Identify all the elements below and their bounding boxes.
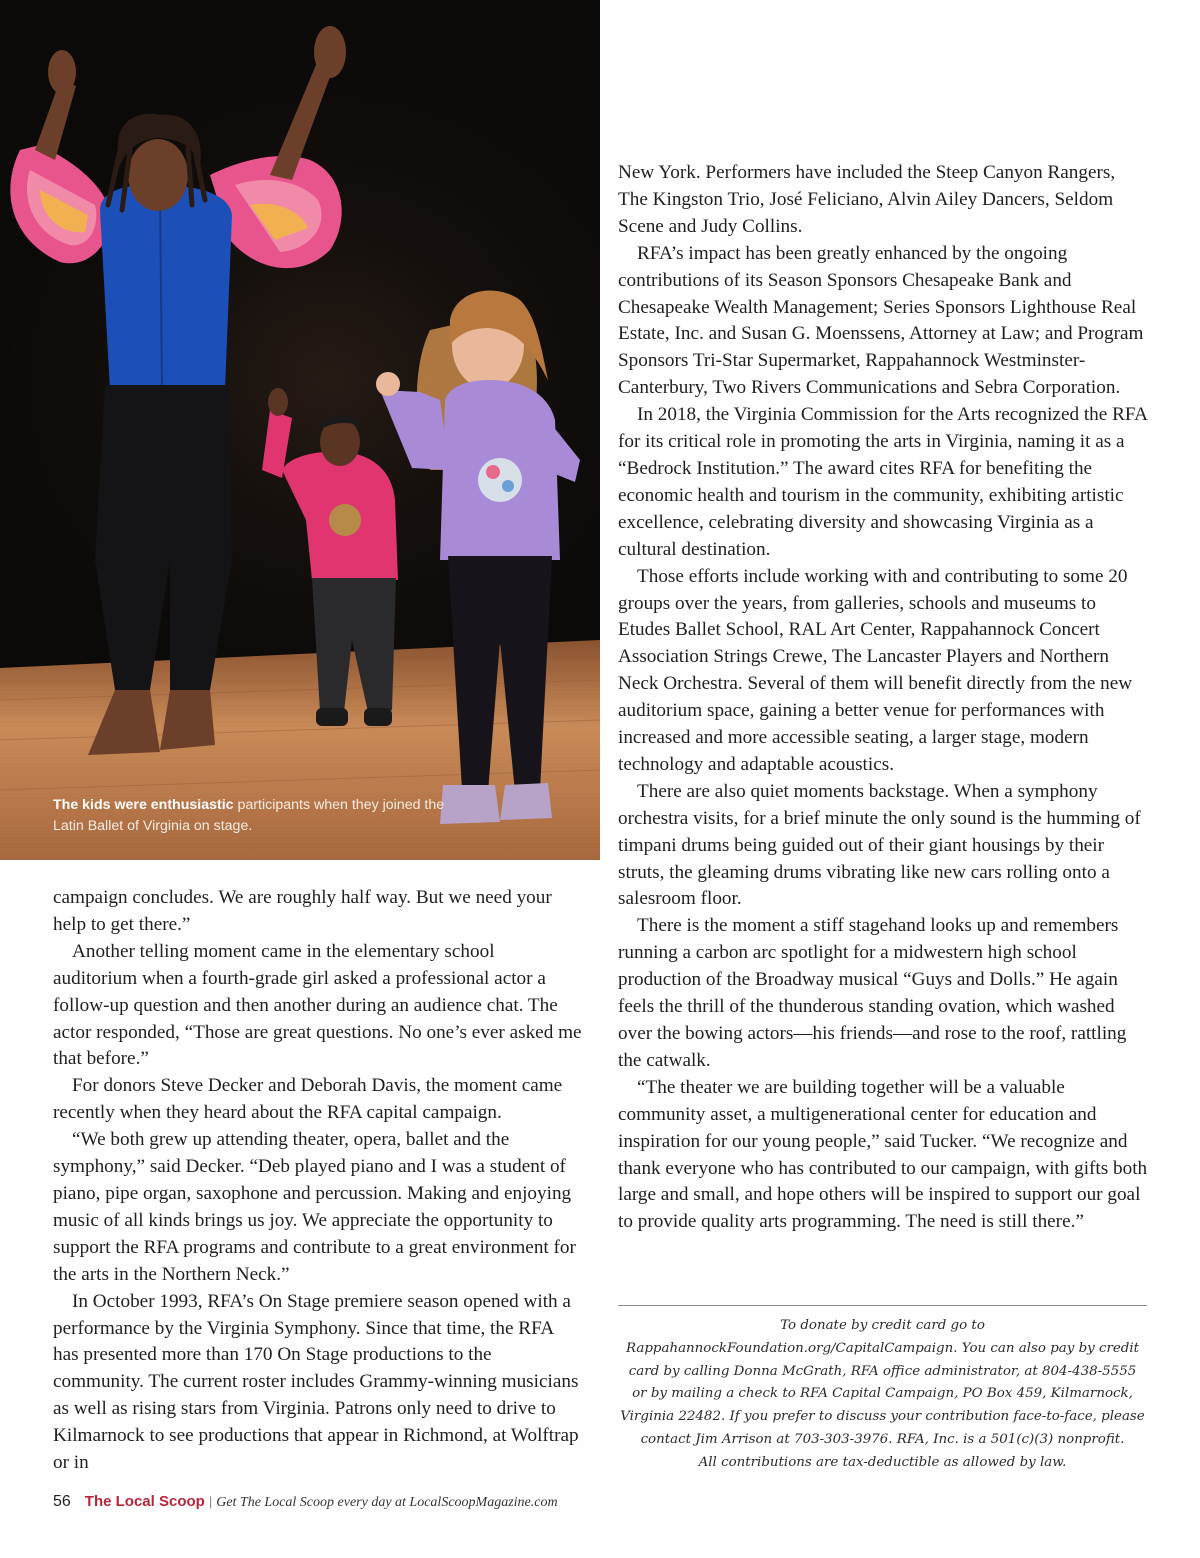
donate-line: card by calling Donna McGrath, RFA office administrator, at 804-438-5555 (628, 1363, 1137, 1379)
body-paragraph: There is the moment a stiff stagehand looks up and remembers running a carbon arc spotlight for a midwestern high school production of the Broadway musical “Guys and Dolls.” He again feels the thrill of the thunderous standing ovation, which washed over the bowing actors—his friends—and rose to the roof, rattling the catwalk. (618, 915, 1127, 1071)
caption-lead: The kids were enthusiastic (53, 797, 234, 813)
donate-line: or by mailing a check to RFA Capital Campaign, PO Box 459, Kilmarnock, (632, 1386, 1133, 1402)
donate-info-box (618, 1315, 1147, 1475)
body-paragraph: There are also quiet moments backstage. When a symphony orchestra visits, for a brief minute the only sound is the humming of timpani drums being guided out of their giant housings by their struts, the gleaming drums vibrating like new cars rolling onto a salesroom floor. (618, 780, 1141, 910)
body-paragraph: Those efforts include working with and contributing to some 20 groups over the years, from galleries, schools and museums to Etudes Ballet School, RAL Art Center, Rappahannock Concert Association Strings Crewe, The Lancaster Players and Northern Neck Orchestra. Several of them will benefit directly from the new auditorium space, gaining a better venue for performances with increased and more accessible seating, a larger stage, modern technology and adaptable acoustics. (618, 565, 1133, 775)
page-number: 56 (53, 1493, 71, 1510)
body-paragraph: RFA’s impact has been greatly enhanced by the ongoing contributions of its Season Sponsors Chesapeake Bank and Chesapeake Wealth Management; Series Sponsors Lighthouse Real Estate, Inc. and Susan G. Moenssens, Attorney at Law; and Program Sponsors Tri-Star Supermarket, Rappahannock Westminster-Canterbury, Two Rivers Communications and Sebra Corporation. (618, 242, 1144, 399)
stage-photo (0, 0, 600, 860)
body-paragraph: campaign concludes. We are roughly half way. But we need your help to get there.” (53, 887, 552, 935)
donate-line: All contributions are tax-deductible as allowed by law. (698, 1454, 1067, 1470)
body-paragraph: In 2018, the Virginia Commission for the Arts recognized the RFA for its critical role in promoting the arts in Virginia, naming it as a “Bedrock Institution.” The award cites RFA for benefiting the economic health and tourism in the community, exhibiting artistic excellence, celebrating diversity and showcasing Virginia as a cultural destination. (618, 404, 1147, 560)
body-paragraph: “We both grew up attending theater, opera, ballet and the symphony,” said Decker. “Deb played piano and I was a student of piano, pipe organ, saxophone and percussion. Making and enjoying music of all kinds brings us joy. We appreciate the opportunity to support the RFA programs and contribute to a great environment for the arts in the Northern Neck.” (53, 1129, 576, 1285)
donate-line: To donate by credit card go to (780, 1318, 985, 1333)
left-column (53, 885, 583, 1477)
footer-tagline: Get The Local Scoop every day at LocalScoopMagazine.com (216, 1495, 558, 1510)
caption-text: participants when they joined the Latin Ballet of Virginia on stage. (53, 797, 445, 834)
donate-line: RappahannockFoundation.org/CapitalCampaign. You can also pay by credit (625, 1340, 1140, 1356)
body-paragraph: In October 1993, RFA’s On Stage premiere season opened with a performance by the Virginia Symphony. Since that time, the RFA has presented more than 170 On Stage productions to the community. The current roster includes Grammy-winning musicians as well as rising stars from Virginia. Patrons only need to drive to Kilmarnock to see productions that appear in Richmond, at Wolftrap or in (53, 1290, 579, 1474)
donate-divider (618, 1305, 1147, 1306)
body-paragraph: “The theater we are building together will be a valuable community asset, a multigenerational center for education and inspiration for our young people,” said Tucker. “We recognize and thank everyone who has contributed to our campaign, with gifts both large and small, and hope others will be inspired to support our goal to provide quality arts programming. The need is still there.” (618, 1076, 1148, 1233)
body-paragraph: New York. Performers have included the Steep Canyon Rangers, The Kingston Trio, José Feliciano, Alvin Ailey Dancers, Seldom Scene and Judy Collins. (618, 162, 1116, 237)
magazine-brand: The Local Scoop (84, 1493, 205, 1510)
right-column (618, 160, 1148, 1236)
photo-caption (53, 795, 453, 837)
body-paragraph: Another telling moment came in the elementary school auditorium when a fourth-grade girl asked a professional actor a follow-up question and then another during an audience chat. The actor responded, “Those are great questions. No one’s ever asked me that before.” (53, 940, 582, 1070)
page-footer (53, 1493, 558, 1513)
donate-line: Virginia 22482. If you prefer to discuss your contribution face-to-face, please (620, 1409, 1145, 1425)
donate-line: contact Jim Arrison at 703-303-3976. RFA, Inc. is a 501(c)(3) nonprofit. (640, 1431, 1125, 1447)
footer-separator: | (208, 1494, 213, 1509)
body-paragraph: For donors Steve Decker and Deborah Davis, the moment came recently when they heard about the RFA capital campaign. (53, 1075, 563, 1124)
stage-photo-illustration (0, 0, 600, 860)
